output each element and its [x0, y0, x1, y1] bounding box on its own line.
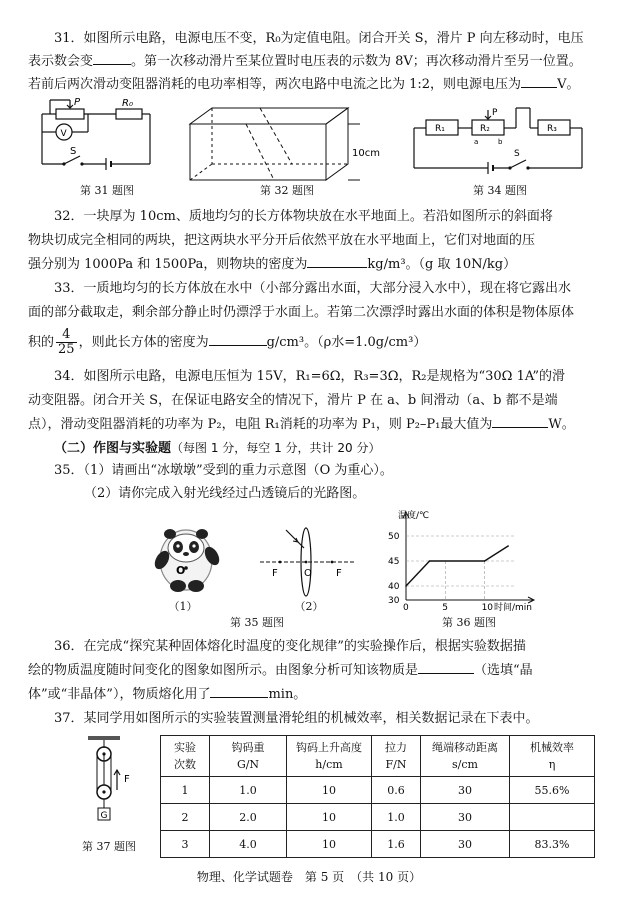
- q36-blank1[interactable]: [418, 660, 474, 674]
- label-s: S: [514, 149, 520, 159]
- section2-heading: （二）作图与实验题（每图 1 分，每空 1 分，共计 20 分）: [54, 441, 381, 456]
- label-r1: R₁: [435, 124, 445, 134]
- data-point: [405, 585, 407, 587]
- efficiency-blank-cell[interactable]: [510, 804, 595, 831]
- y-axis-label: 温度/℃: [398, 511, 430, 521]
- q32-caption: 第 32 题图: [260, 184, 314, 197]
- data-point: [507, 545, 509, 547]
- q33-blank[interactable]: [209, 332, 267, 346]
- q36-caption: 第 36 题图: [442, 616, 496, 629]
- optical-center-label: O: [304, 568, 312, 579]
- melting-temperature-chart: [384, 508, 554, 614]
- label-a: a: [474, 138, 479, 146]
- y-tick-label: 50: [388, 532, 400, 542]
- q31-line1: 31．如图所示电路，电源电压不变，R₀为定值电阻。闭合开关 S，滑片 P 向左移动时，电压: [54, 31, 584, 46]
- table-header-row: [161, 736, 595, 777]
- q32-line3: 强分别为 1000Pa 和 1500Pa，则物块的密度为 kg/m³。（g 取 10N/kg）: [28, 254, 590, 276]
- label-r0: R₀: [122, 98, 133, 109]
- label-r3: R₃: [547, 124, 557, 134]
- q32-line2: 物块切成完全相同的两块，把这两块水平分开后依然平放在水平地面上，它们对地面的压: [28, 233, 536, 248]
- convex-lens-figure: [258, 522, 358, 598]
- weight-label: G: [100, 811, 108, 821]
- q31-blank2[interactable]: [521, 74, 557, 88]
- table-row: 3 4.0 10 1.6 30 83.3%: [161, 831, 595, 858]
- q33-line2: 面的部分截取走，剩余部分静止时仍漂浮于水面上。若第二次漂浮时露出水面的体积是物体原体: [28, 305, 575, 320]
- bing-dwen-dwen-figure: [148, 520, 226, 596]
- q35-sub1: （1）: [168, 600, 198, 613]
- q32-block-figure: [188, 104, 388, 186]
- header-distance: 绳端移动距离 s/cm: [421, 736, 510, 777]
- y-tick-label: 30: [388, 596, 400, 606]
- r0-symbol: [116, 109, 142, 119]
- label-p: P: [492, 108, 498, 118]
- q36-line3: 体”或“非晶体”），物质熔化用了 min。: [28, 684, 590, 706]
- q35-line1: 35．（1）请画出“冰墩墩”受到的重力示意图（O 为重心）。: [54, 463, 393, 478]
- q31-blank1[interactable]: [93, 51, 131, 65]
- q37-data-table: [160, 735, 595, 858]
- q34-caption: 第 34 题图: [473, 184, 527, 197]
- q35-caption: 第 35 题图: [230, 616, 284, 629]
- q36-blank2[interactable]: [210, 684, 268, 698]
- header-force: 拉力 F/N: [372, 736, 421, 777]
- focus-right-label: F: [336, 568, 342, 579]
- y-tick-label: 40: [388, 582, 400, 592]
- q35-line2: （2）请你完成入射光线经过凸透镜后的光路图。: [84, 486, 366, 501]
- y-tick-label: 45: [388, 557, 400, 567]
- x-tick-label: 10: [481, 603, 494, 613]
- q34-line3: 点），滑动变阻器消耗的功率为 P₂，电阻 R₁消耗的功率为 P₁，则 P₂–P₁最大值为 W。: [28, 414, 590, 436]
- temperature-series-line: [406, 546, 508, 586]
- q34-line2: 动变阻器。闭合开关 S，在保证电路安全的情况下，滑片 P 在 a、b 间滑动（a、b 都不是端: [28, 393, 558, 408]
- q31-caption: 第 31 题图: [80, 184, 134, 197]
- height-label: 10cm: [352, 148, 380, 159]
- header-trial: 实验 次数: [161, 736, 210, 777]
- header-height: 钩码上升高度 h/cm: [287, 736, 372, 777]
- q32-blank[interactable]: [307, 254, 367, 268]
- q31-line2: 表示数会变 。第一次移动滑片至某位置时电压表的示数为 8V；再次移动滑片至另一位置。: [28, 51, 590, 73]
- q37-line1: 37．某同学用如图所示的实验装置测量滑轮组的机械效率，相关数据记录在下表中。: [54, 711, 539, 726]
- q36-line1: 36．在完成“探究某种固体熔化时温度的变化规律”的实验操作后，根据实验数据描: [54, 639, 526, 654]
- q35-sub2: （2）: [294, 600, 324, 613]
- page-footer: 物理、化学试题卷 第 5 页 （共 10 页）: [196, 870, 422, 884]
- q33-line3: 积的 $\frac{4}{25}$ ，则此长方体的密度为 g/cm³。（ρ水=1.0g/cm³）: [28, 327, 427, 357]
- q33-line1: 33．一质地均匀的长方体放在水中（小部分露出水面，大部分浸入水中），现在将它露出水: [54, 281, 572, 296]
- fraction-4-25: $\frac{4}{25}$: [58, 327, 75, 357]
- table-row: 1 1.0 10 0.6 30 55.6%: [161, 777, 595, 804]
- x-tick-label: 0: [403, 603, 409, 613]
- x-axis-label: 时间/min: [494, 603, 533, 613]
- label-s: S: [70, 146, 77, 157]
- q36-line2: 绘的物质温度随时间变化的图象如图所示。由图象分析可知该物质是 （选填“晶: [28, 660, 590, 682]
- header-efficiency: 机械效率 η: [510, 736, 595, 777]
- q34-circuit-figure: [410, 104, 590, 182]
- q34-blank[interactable]: [492, 414, 548, 428]
- x-tick-label: 5: [442, 603, 449, 613]
- q32-line1: 32．一块厚为 10cm、质地均匀的长方体物块放在水平地面上。若沿如图所示的斜面将: [54, 209, 553, 224]
- label-r2: R₂: [480, 124, 490, 134]
- q37-caption: 第 37 题图: [82, 840, 136, 853]
- table-row: 2 2.0 10 1.0 30: [161, 804, 595, 831]
- q34-line1: 34．如图所示电路，电源电压恒为 15V，R₁=6Ω，R₃=3Ω，R₂是规格为“30Ω 1A”的滑: [54, 369, 565, 384]
- q31-circuit-figure: [36, 96, 156, 178]
- force-label: F: [124, 774, 130, 785]
- rheostat-symbol: [56, 109, 84, 119]
- data-point: [484, 560, 486, 562]
- data-point: [429, 560, 431, 562]
- q31-line3: 若前后两次滑动变阻器消耗的电功率相等，两次电路中电流之比为 1:2，则电源电压为 V。: [28, 74, 590, 96]
- focus-left-label: F: [272, 568, 278, 579]
- label-p: P: [74, 97, 81, 108]
- center-of-gravity-label: O: [176, 564, 186, 577]
- voltmeter-label: V: [60, 129, 67, 139]
- label-b: b: [498, 138, 503, 146]
- pulley-system-figure: [84, 734, 136, 832]
- header-weight: 钩码重 G/N: [210, 736, 287, 777]
